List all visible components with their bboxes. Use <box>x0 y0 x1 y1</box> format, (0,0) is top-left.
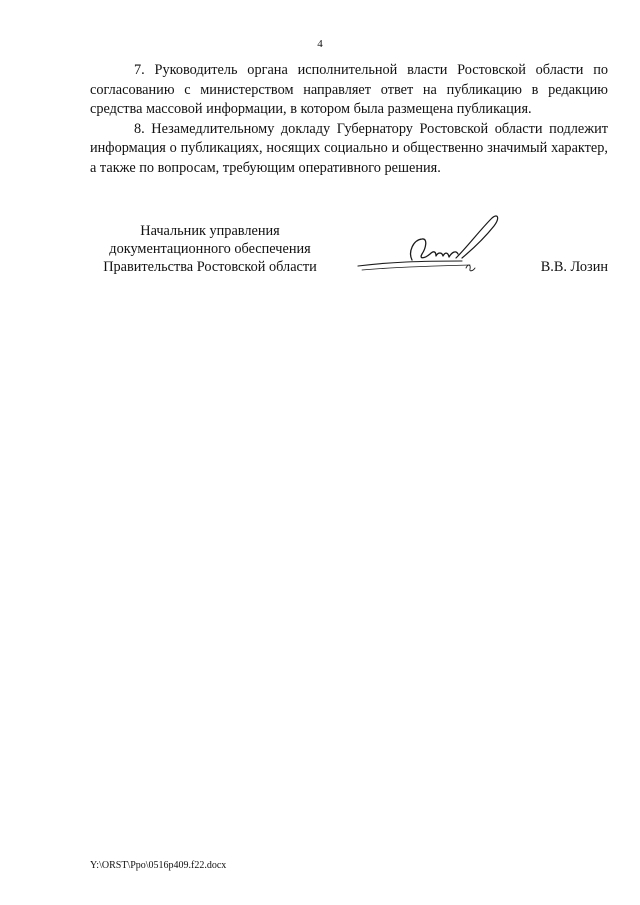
signatory-position <box>90 222 330 276</box>
signature-block <box>90 222 608 282</box>
signatory-position-line-3: Правительства Ростовской области <box>103 259 317 275</box>
page-number: 4 <box>317 38 323 50</box>
document-body <box>90 61 608 178</box>
signatory-name: В.В. Лозин <box>540 259 608 275</box>
signatory-position-line-2: документационного обеспечения <box>109 241 311 257</box>
paragraph-8: 8. Незамедлительному докладу Губернатору Ростовской области подлежит информация о публикациях, носящих социально и общественно значимый характер, а также по вопросам, требующим оперативного решения. <box>90 120 608 176</box>
handwritten-signature-image <box>350 212 510 282</box>
signatory-position-line-1: Начальник управления <box>140 223 280 239</box>
paragraph-7: 7. Руководитель органа исполнительной власти Ростовской области по согласованию с министерством направляет ответ на публикацию в редакцию средства массовой информации, в котором была размещена публикация. <box>90 62 608 117</box>
footer-file-path: Y:\ORST\Ppo\0516p409.f22.docx <box>90 860 227 871</box>
